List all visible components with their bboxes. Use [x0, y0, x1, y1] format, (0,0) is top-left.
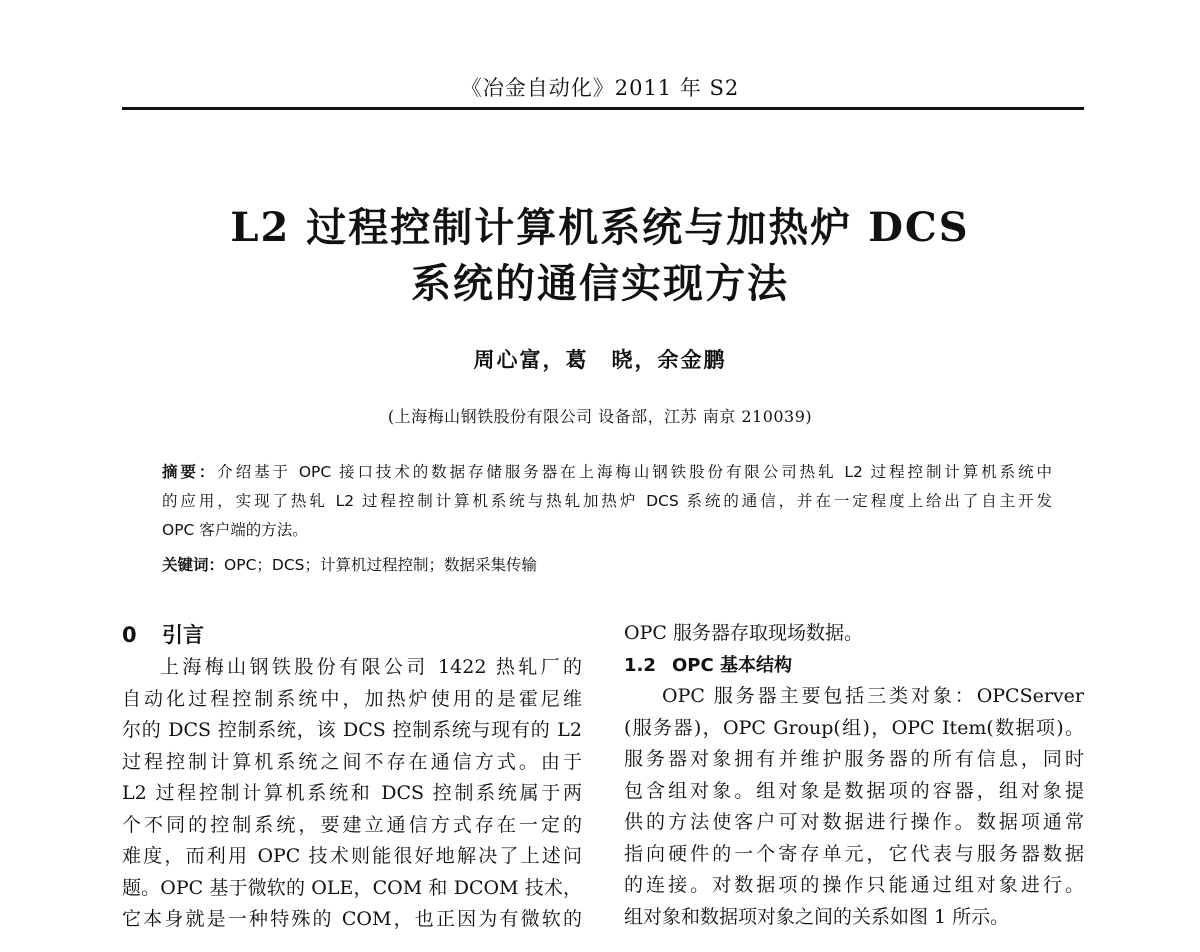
- title-line-2: 系统的通信实现方法: [411, 260, 789, 307]
- abstract-text-1: 介绍基于 OPC 接口技术的数据存储服务器在上海梅山钢铁股份有限公司热轧 L2 过程控制计算机系统中: [217, 463, 1052, 481]
- abstract-line-3: OPC 客户端的方法。: [162, 521, 308, 539]
- keywords: [162, 551, 1052, 580]
- body-line: 它本身就是一种特殊的 COM，也正因为有微软的: [122, 908, 582, 930]
- body-line: L2 过程控制计算机系统和 DCS 控制系统属于两: [122, 782, 582, 804]
- affiliation: (上海梅山钢铁股份有限公司 设备部，江苏 南京 210039): [387, 407, 813, 426]
- abstract-line-2: 的应用，实现了热轧 L2 过程控制计算机系统与热轧加热炉 DCS 系统的通信，并在一定程度上给出了自主开发: [162, 492, 1052, 510]
- section-heading-introduction: [122, 618, 582, 652]
- body-line: 难度，而利用 OPC 技术则能很好地解决了上述问: [122, 845, 582, 867]
- body-line: 指向硬件的一个寄存单元，它代表与服务器数据: [624, 842, 1084, 865]
- abstract-line-1: [162, 458, 1052, 487]
- body-line: OPC 服务器主要包括三类对象：OPCServer: [662, 685, 1084, 707]
- authors: 周心富，葛 晓，余金鹏: [473, 347, 727, 372]
- body-line: 的连接。对数据项的操作只能通过组对象进行。: [624, 874, 1084, 896]
- header-rule: [122, 107, 1084, 110]
- running-head: 《冶金自动化》2011 年 S2: [460, 76, 740, 100]
- keywords-text: OPC；DCS；计算机过程控制；数据采集传输: [224, 556, 537, 574]
- subsection-number: 1.2: [624, 654, 656, 676]
- subsection-title: OPC 基本结构: [672, 654, 792, 676]
- body-line: 上海梅山钢铁股份有限公司 1422 热轧厂的: [160, 656, 582, 678]
- section-number: 0: [122, 623, 137, 647]
- body-line: 包含组对象。组对象是数据项的容器，组对象提: [624, 779, 1084, 802]
- section-title: 引言: [162, 623, 204, 647]
- body-line: 服务器对象拥有并维护服务器的所有信息，同时: [624, 748, 1084, 770]
- body-line: 个不同的控制系统，要建立通信方式存在一定的: [122, 813, 582, 836]
- body-line: OPC 服务器存取现场数据。: [624, 622, 863, 644]
- keywords-label: 关键词：: [162, 556, 225, 574]
- left-column: [122, 618, 582, 936]
- body-line: (服务器)，OPC Group(组)，OPC Item(数据项)。: [624, 716, 1084, 739]
- right-column: [624, 618, 1084, 933]
- body-line: 过程控制计算机系统之间不存在通信方式。由于: [122, 750, 582, 773]
- subsection-heading-opc-structure: [624, 650, 1084, 682]
- body-line: 题。OPC 基于微软的 OLE，COM 和 DCOM 技术，: [122, 876, 582, 899]
- body-line: 自动化过程控制系统中，加热炉使用的是霍尼维: [122, 687, 582, 710]
- body-line: 供的方法使客户可对数据进行操作。数据项通常: [624, 811, 1084, 833]
- title-line-1: L2 过程控制计算机系统与加热炉 DCS: [230, 204, 970, 251]
- body-line: 组对象和数据项对象之间的关系如图 1 所示。: [624, 905, 1010, 928]
- body-line: 尔的 DCS 控制系统，该 DCS 控制系统与现有的 L2: [122, 719, 582, 741]
- paper-title: [0, 200, 1200, 312]
- abstract: [162, 458, 1052, 545]
- abstract-label: 摘要：: [162, 463, 218, 481]
